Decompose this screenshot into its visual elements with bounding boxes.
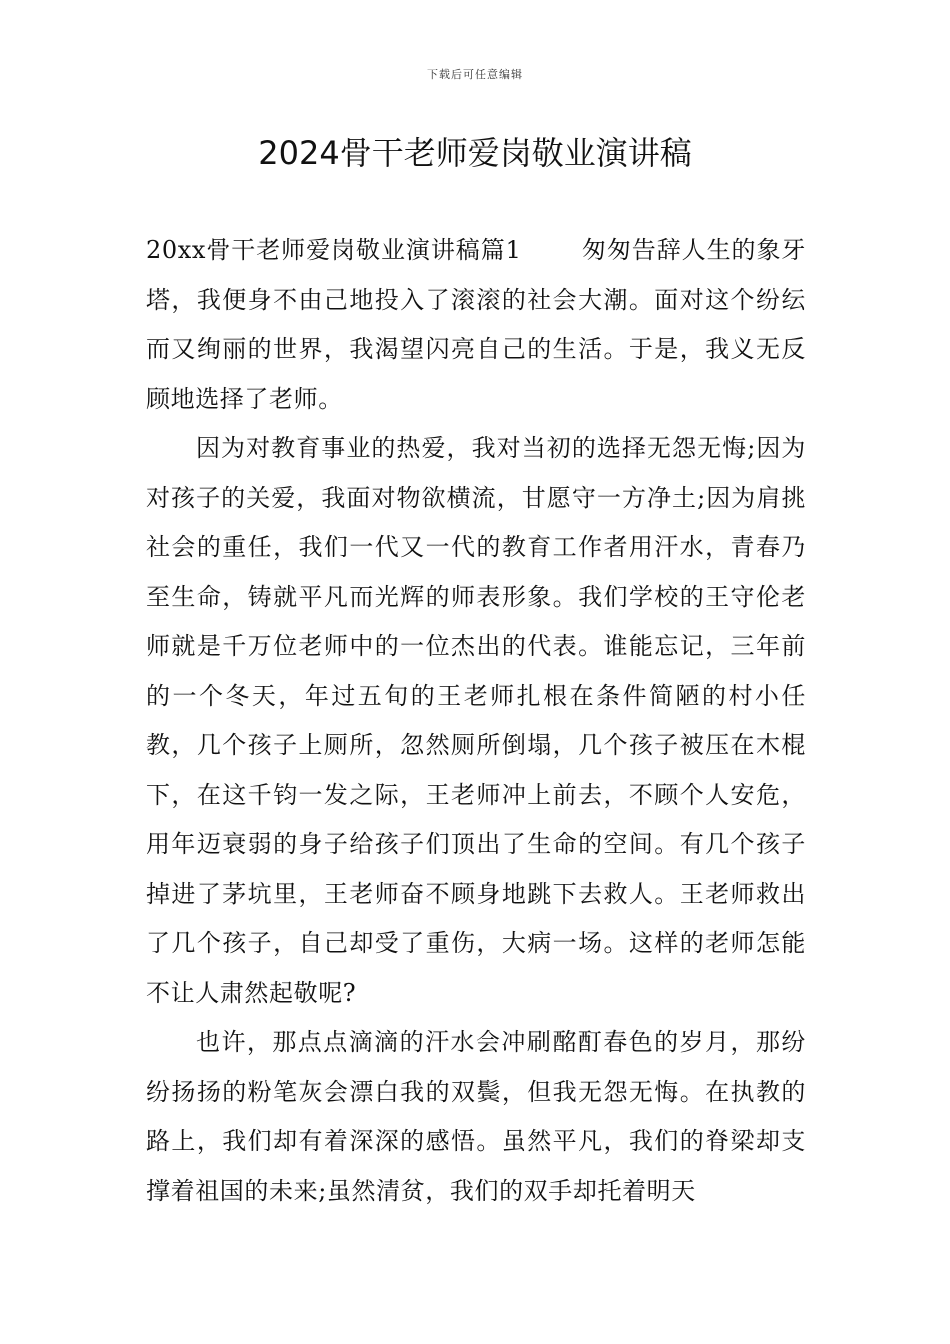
paragraph-3: 也许，那点点滴滴的汗水会冲刷酩酊春色的岁月，那纷纷扬扬的粉笔灰会漂白我的双鬓，但我无怨无悔。在执教的路上，我们却有着深深的感悟。虽然平凡，我们的脊梁却支撑着祖国的未来;虽然清贫，我们的双手却托着明天 <box>146 1028 806 1205</box>
header-note: 下载后可任意编辑 <box>427 68 523 81</box>
document-body <box>146 226 806 1216</box>
paragraph-2: 因为对教育事业的热爱，我对当初的选择无怨无悔;因为对孩子的关爱，我面对物欲横流，甘愿守一方净土;因为肩挑社会的重任，我们一代又一代的教育工作者用汗水，青春乃至生命，铸就平凡而光辉的师表形象。我们学校的王守伦老师就是千万位老师中的一位杰出的代表。谁能忘记，三年前的一个冬天，年过五旬的王老师扎根在条件简陋的村小任教，几个孩子上厕所，忽然厕所倒塌，几个孩子被压在木棍下，在这千钧一发之际，王老师冲上前去，不顾个人安危，用年迈衰弱的身子给孩子们顶出了生命的空间。有几个孩子掉进了茅坑里，王老师奋不顾身地跳下去救人。王老师救出了几个孩子，自己却受了重伤，大病一场。这样的老师怎能不让人肃然起敬呢? <box>146 434 806 1007</box>
document-title: 2024骨干老师爱岗敬业演讲稿 <box>258 134 692 172</box>
paragraph-1 <box>146 226 806 424</box>
paragraph-1-text: 匆匆告辞人生的象牙塔，我便身不由己地投入了滚滚的社会大潮。面对这个纷纭而又绚丽的世界，我渴望闪亮自己的生活。于是，我义无反顾地选择了老师。 <box>146 236 807 413</box>
paragraph-1-lead: 20xx骨干老师爱岗敬业演讲稿篇1 <box>146 236 522 264</box>
